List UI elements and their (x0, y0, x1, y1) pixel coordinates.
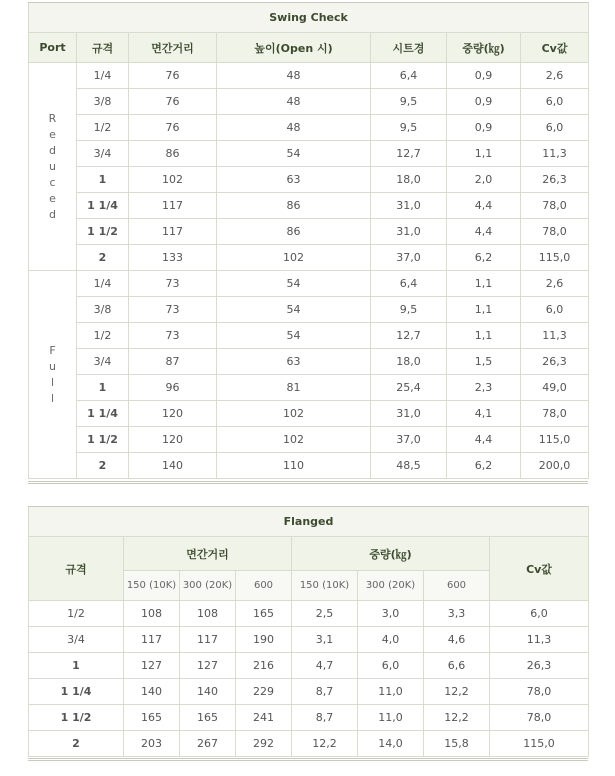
table-cell: 127 (124, 653, 180, 679)
table-cell: 3/4 (29, 627, 124, 653)
table-cell: 49,0 (521, 375, 589, 401)
table-cell: 11,0 (358, 679, 424, 705)
table-cell: 14,0 (358, 731, 424, 757)
flanged-title: Flanged (29, 507, 589, 537)
table-cell: 120 (129, 401, 217, 427)
table-row (29, 627, 589, 653)
table-cell: 115,0 (521, 245, 589, 271)
table-cell: 133 (129, 245, 217, 271)
table-cell: 6,0 (358, 653, 424, 679)
table-cell: 12,7 (371, 141, 447, 167)
flanged-size-header: 규격 (29, 537, 124, 601)
table-cell: 140 (129, 453, 217, 479)
table-cell: 9,5 (371, 89, 447, 115)
table-row (29, 731, 589, 757)
table-cell: 54 (217, 297, 371, 323)
port-letter: u (49, 359, 56, 373)
swing-header-0: Port (29, 33, 77, 63)
table-cell: 108 (124, 601, 180, 627)
table-cell: 12,7 (371, 323, 447, 349)
table-cell: 0,9 (447, 89, 521, 115)
table-cell: 31,0 (371, 401, 447, 427)
table-cell: 86 (217, 219, 371, 245)
table-cell: 26,3 (521, 349, 589, 375)
table-cell: 76 (129, 63, 217, 89)
table-cell: 102 (217, 427, 371, 453)
table-cell: 48 (217, 63, 371, 89)
table-cell: 3,0 (358, 601, 424, 627)
table-cell: 115,0 (490, 731, 589, 757)
table-cell: 165 (236, 601, 292, 627)
table-row (29, 323, 589, 349)
table-cell: 11,3 (521, 141, 589, 167)
table-cell: 6,2 (447, 245, 521, 271)
table-cell: 87 (129, 349, 217, 375)
table-row (29, 349, 589, 375)
table-cell: 1 1/4 (77, 193, 129, 219)
table-cell: 102 (217, 245, 371, 271)
table-cell: 8,7 (292, 705, 358, 731)
table-cell: 117 (124, 627, 180, 653)
table-cell: 102 (217, 401, 371, 427)
flanged-subheader-2: 600 (236, 571, 292, 601)
port-label (29, 271, 77, 479)
flanged-weight-header: 중량(㎏) (292, 537, 490, 571)
table-cell: 267 (180, 731, 236, 757)
table-cell: 200,0 (521, 453, 589, 479)
table-cell: 2 (77, 245, 129, 271)
flanged-subheader-5: 600 (424, 571, 490, 601)
table-cell: 37,0 (371, 427, 447, 453)
table-cell: 6,0 (521, 89, 589, 115)
table-cell: 48 (217, 115, 371, 141)
table-cell: 1,5 (447, 349, 521, 375)
table-cell: 25,4 (371, 375, 447, 401)
table-cell: 78,0 (490, 705, 589, 731)
table-row (29, 271, 589, 297)
table-row (29, 705, 589, 731)
table-row (29, 427, 589, 453)
port-letter: e (49, 127, 56, 141)
port-letter: l (50, 375, 55, 389)
table-cell: 117 (129, 219, 217, 245)
table-cell: 26,3 (490, 653, 589, 679)
table-cell: 0,9 (447, 115, 521, 141)
table-cell: 78,0 (521, 401, 589, 427)
table-cell: 4,4 (447, 219, 521, 245)
table-cell: 1,1 (447, 297, 521, 323)
table-cell: 3,3 (424, 601, 490, 627)
table-cell: 18,0 (371, 349, 447, 375)
table-cell: 12,2 (292, 731, 358, 757)
table-cell: 11,0 (358, 705, 424, 731)
table-cell: 1,1 (447, 141, 521, 167)
table-cell: 54 (217, 271, 371, 297)
port-letter: R (48, 111, 57, 125)
table-cell: 3/4 (77, 349, 129, 375)
table-cell: 3,1 (292, 627, 358, 653)
flanged-table (28, 506, 589, 757)
table-cell: 63 (217, 349, 371, 375)
table-cell: 1/2 (77, 323, 129, 349)
table-cell: 6,4 (371, 63, 447, 89)
port-letter: e (49, 191, 56, 205)
table-row (29, 219, 589, 245)
table-cell: 229 (236, 679, 292, 705)
table-cell: 6,4 (371, 271, 447, 297)
table-cell: 165 (180, 705, 236, 731)
table-cell: 63 (217, 167, 371, 193)
table-cell: 1 1/2 (77, 219, 129, 245)
table-cell: 81 (217, 375, 371, 401)
table-cell: 86 (129, 141, 217, 167)
table-cell: 6,0 (490, 601, 589, 627)
table-cell: 102 (129, 167, 217, 193)
table-row (29, 453, 589, 479)
table-cell: 1 1/4 (29, 679, 124, 705)
table-cell: 1 (29, 653, 124, 679)
swing-header-5: 중량(㎏) (447, 33, 521, 63)
flanged-cv-header: Cv값 (490, 537, 589, 601)
table-cell: 96 (129, 375, 217, 401)
table-cell: 216 (236, 653, 292, 679)
table-cell: 108 (180, 601, 236, 627)
flanged-subheader-1: 300 (20K) (180, 571, 236, 601)
swing-check-table (28, 2, 589, 479)
table-cell: 127 (180, 653, 236, 679)
table-cell: 1 1/2 (29, 705, 124, 731)
table-cell: 292 (236, 731, 292, 757)
table-cell: 190 (236, 627, 292, 653)
table-cell: 1,1 (447, 323, 521, 349)
table-cell: 78,0 (490, 679, 589, 705)
port-letter: F (49, 343, 56, 357)
table-cell: 6,2 (447, 453, 521, 479)
table-cell: 115,0 (521, 427, 589, 453)
table-cell: 4,4 (447, 427, 521, 453)
table-cell: 1 1/2 (77, 427, 129, 453)
table-row (29, 297, 589, 323)
flanged-table-bottom-line (28, 758, 588, 761)
table-cell: 4,7 (292, 653, 358, 679)
flanged-subheader-0: 150 (10K) (124, 571, 180, 601)
table-cell: 11,3 (490, 627, 589, 653)
table-cell: 2,6 (521, 63, 589, 89)
port-letter: d (49, 143, 56, 157)
table-cell: 4,0 (358, 627, 424, 653)
swing-header-2: 면간거리 (129, 33, 217, 63)
table-cell: 241 (236, 705, 292, 731)
table-row (29, 115, 589, 141)
table-cell: 140 (180, 679, 236, 705)
table-cell: 12,2 (424, 705, 490, 731)
table-cell: 110 (217, 453, 371, 479)
table-cell: 4,4 (447, 193, 521, 219)
table-cell: 2,0 (447, 167, 521, 193)
swing-header-1: 규격 (77, 33, 129, 63)
swing-header-4: 시트경 (371, 33, 447, 63)
table-cell: 3/8 (77, 89, 129, 115)
table-cell: 1,1 (447, 271, 521, 297)
table-cell: 1 1/4 (77, 401, 129, 427)
table-cell: 12,2 (424, 679, 490, 705)
swing-header-6: Cv값 (521, 33, 589, 63)
table-cell: 1/2 (29, 601, 124, 627)
table-cell: 18,0 (371, 167, 447, 193)
table-cell: 1 (77, 167, 129, 193)
table-row (29, 141, 589, 167)
table-row (29, 601, 589, 627)
table-cell: 203 (124, 731, 180, 757)
table-cell: 54 (217, 323, 371, 349)
table-cell: 15,8 (424, 731, 490, 757)
swing-table-bottom-line (28, 481, 588, 484)
table-cell: 9,5 (371, 115, 447, 141)
table-cell: 11,3 (521, 323, 589, 349)
table-cell: 120 (129, 427, 217, 453)
table-cell: 117 (180, 627, 236, 653)
table-cell: 2 (29, 731, 124, 757)
port-letter: d (49, 207, 56, 221)
table-cell: 48 (217, 89, 371, 115)
flanged-distance-header: 면간거리 (124, 537, 292, 571)
table-cell: 6,0 (521, 115, 589, 141)
swing-check-title: Swing Check (29, 3, 589, 33)
table-cell: 3/8 (77, 297, 129, 323)
table-cell: 165 (124, 705, 180, 731)
table-cell: 26,3 (521, 167, 589, 193)
table-row (29, 653, 589, 679)
table-cell: 73 (129, 323, 217, 349)
table-cell: 6,6 (424, 653, 490, 679)
table-cell: 1/4 (77, 63, 129, 89)
table-cell: 31,0 (371, 193, 447, 219)
table-cell: 37,0 (371, 245, 447, 271)
table-cell: 6,0 (521, 297, 589, 323)
table-cell: 1/2 (77, 115, 129, 141)
table-cell: 31,0 (371, 219, 447, 245)
swing-header-3: 높이(Open 시) (217, 33, 371, 63)
table-cell: 0,9 (447, 63, 521, 89)
table-cell: 86 (217, 193, 371, 219)
table-cell: 4,6 (424, 627, 490, 653)
table-cell: 73 (129, 271, 217, 297)
table-cell: 48,5 (371, 453, 447, 479)
port-label (29, 63, 77, 271)
table-cell: 2 (77, 453, 129, 479)
flanged-subheader-3: 150 (10K) (292, 571, 358, 601)
table-row (29, 375, 589, 401)
table-cell: 140 (124, 679, 180, 705)
table-cell: 8,7 (292, 679, 358, 705)
port-letter: u (49, 159, 56, 173)
table-cell: 1/4 (77, 271, 129, 297)
table-row (29, 401, 589, 427)
table-cell: 9,5 (371, 297, 447, 323)
port-letter: l (50, 391, 55, 405)
table-cell: 54 (217, 141, 371, 167)
table-row (29, 193, 589, 219)
port-letter: c (49, 175, 56, 189)
table-cell: 2,6 (521, 271, 589, 297)
table-row (29, 167, 589, 193)
table-cell: 4,1 (447, 401, 521, 427)
table-cell: 1 (77, 375, 129, 401)
table-cell: 2,3 (447, 375, 521, 401)
table-cell: 78,0 (521, 219, 589, 245)
table-row (29, 245, 589, 271)
table-cell: 2,5 (292, 601, 358, 627)
table-row (29, 679, 589, 705)
table-cell: 76 (129, 115, 217, 141)
table-cell: 73 (129, 297, 217, 323)
table-cell: 76 (129, 89, 217, 115)
flanged-subheader-4: 300 (20K) (358, 571, 424, 601)
table-row (29, 63, 589, 89)
table-cell: 3/4 (77, 141, 129, 167)
table-cell: 117 (129, 193, 217, 219)
table-row (29, 89, 589, 115)
table-cell: 78,0 (521, 193, 589, 219)
